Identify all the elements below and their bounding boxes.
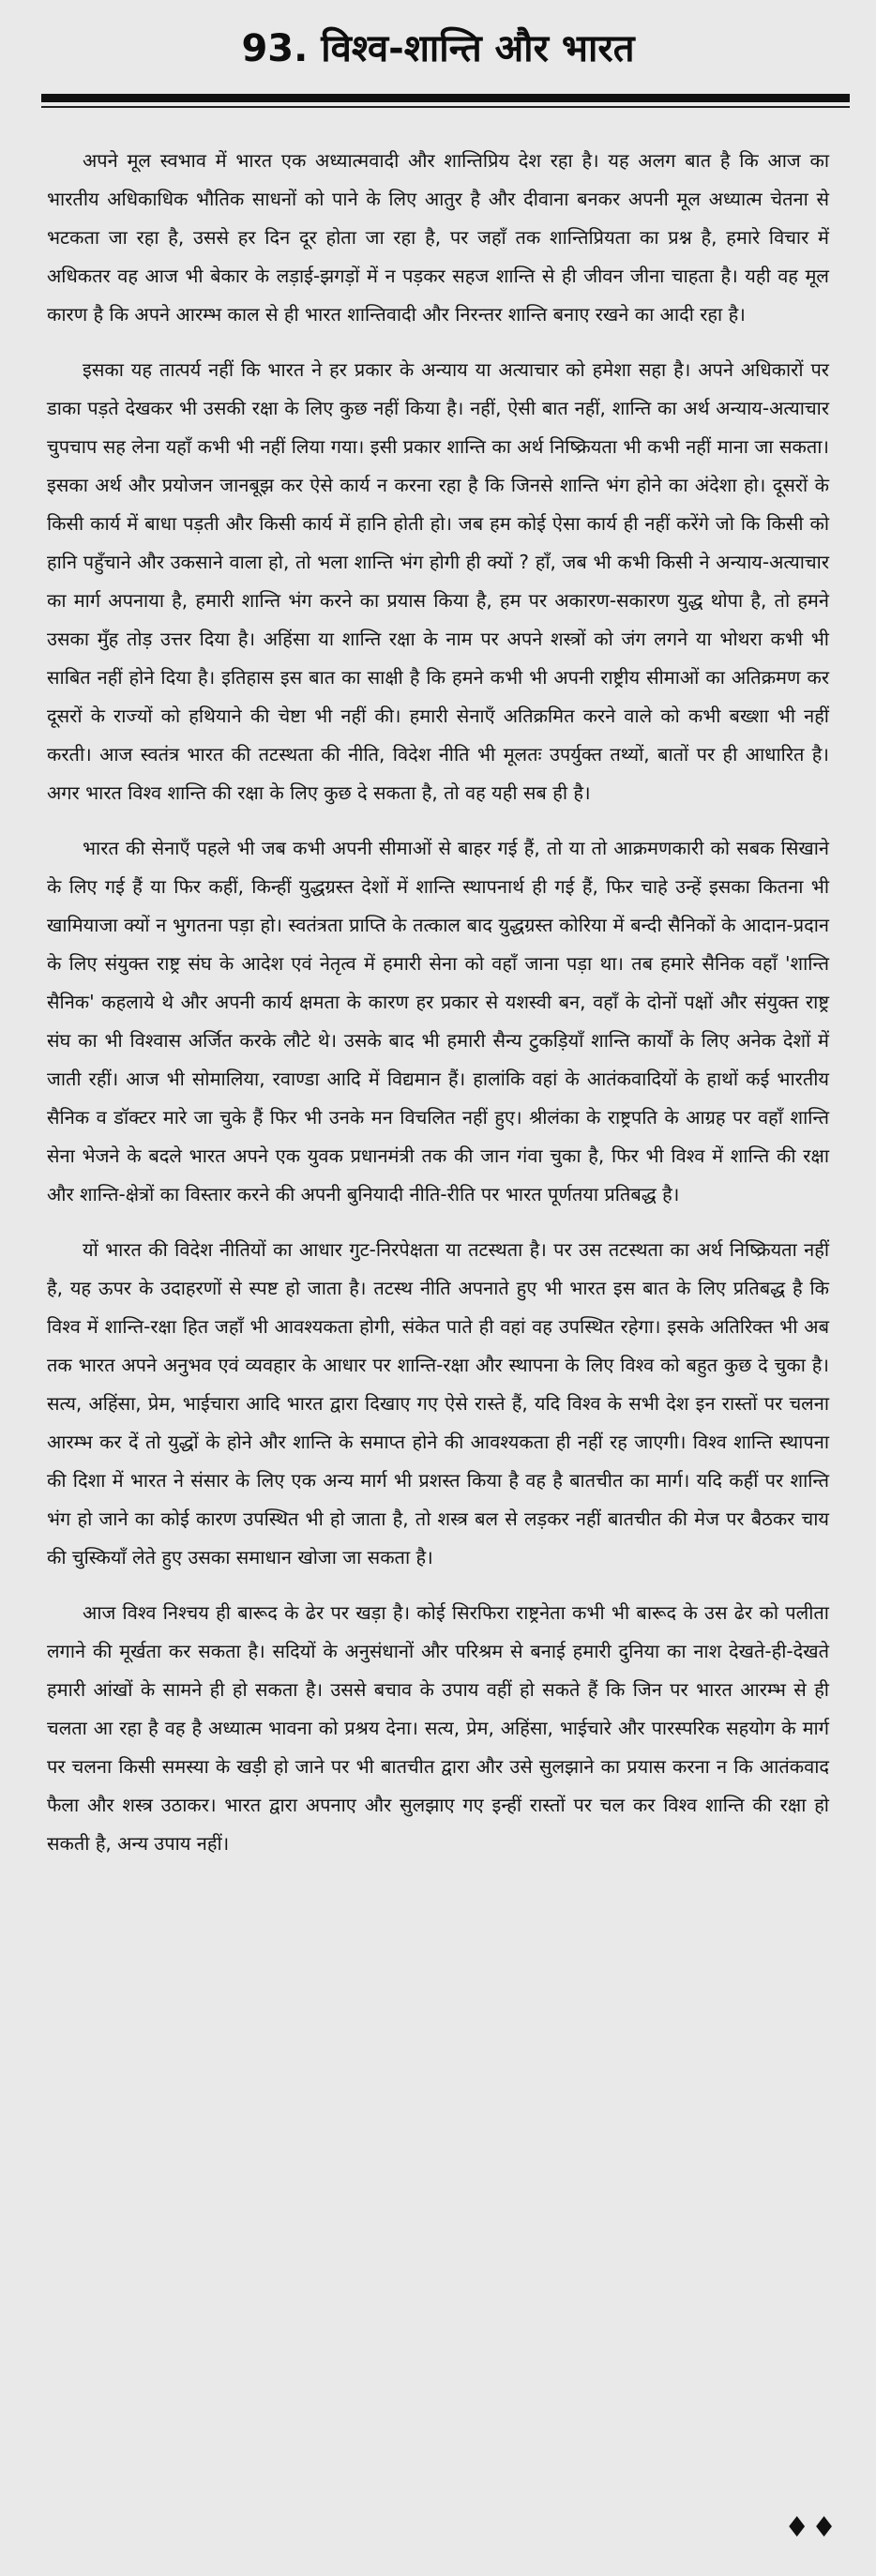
paragraph-1: अपने मूल स्वभाव में भारत एक अध्यात्मवादी और शान्तिप्रिय देश रहा है। यह अलग बात है कि आज का भारतीय अधिकाधिक भौतिक साधनों को पाने के लिए आतुर है और दीवाना बनकर अपनी मूल अध्यात्म चेतना से भटकता जा रहा है, उससे हर दिन दूर होता जा रहा है, पर जहाँ तक शान्तिप्रियता का प्रश्न है, हमारे विचार में अधिकतर वह आज भी बेकार के लड़ाई-झगड़ों में न पड़कर सहज शान्ति से ही जीवन जीना चाहता है। यही वह मूल कारण है कि अपने आरम्भ काल से ही भारत शान्तिवादी और निरन्तर शान्ति बनाए रखने का आदी रहा है। xyxy=(47,149,829,326)
paragraph-4: यों भारत की विदेश नीतियों का आधार गुट-निरपेक्षता या तटस्थता है। पर उस तटस्थता का अर्थ निष्क्रियता नहीं है, यह ऊपर के उदाहरणों से स्पष्ट हो जाता है। तटस्थ नीति अपनाते हुए भी भारत इस बात के लिए प्रतिबद्ध है कि विश्व में शान्ति-रक्षा हित जहाँ भी आवश्यकता होगी, संकेत पाते ही वहां वह उपस्थित रहेगा। इसके अतिरिक्त भी अब तक भारत अपने अनुभव एवं व्यवहार के आधार पर शान्ति-रक्षा और स्थापना के लिए विश्व को बहुत कुछ दे चुका है। सत्य, अहिंसा, प्रेम, भाईचारा आदि भारत द्वारा दिखाए गए ऐसे रास्ते हैं, यदि विश्व के सभी देश इन रास्तों पर चलना आरम्भ कर दें तो युद्धों के होने और शान्ति के समाप्त होने की आवश्यकता ही नहीं रह जाएगी। विश्व शान्ति स्थापना की दिशा में भारत ने संसार के लिए एक अन्य मार्ग भी प्रशस्त किया है वह है बातचीत का मार्ग। यदि कहीं पर शान्ति भंग हो जाने का कोई कारण उपस्थित भी हो जाता है, तो शस्त्र बल से लड़कर नहीं बातचीत की मेज पर बैठकर चाय की चुस्कियाँ लेते हुए उसका समाधान खोजा जा सकता है। xyxy=(47,1238,829,1568)
paragraph-2: इसका यह तात्पर्य नहीं कि भारत ने हर प्रकार के अन्याय या अत्याचार को हमेशा सहा है। अपने अधिकारों पर डाका पड़ते देखकर भी उसकी रक्षा के लिए कुछ नहीं किया है। नहीं, ऐसी बात नहीं, शान्ति का अर्थ अन्याय-अत्याचार चुपचाप सह लेना यहाँ कभी भी नहीं लिया गया। इसी प्रकार शान्ति का अर्थ निष्क्रियता भी कभी नहीं माना जा सकता। इसका अर्थ और प्रयोजन जानबूझ कर ऐसे कार्य न करना रहा है कि जिनसे शान्ति भंग होने का अंदेशा हो। दूसरों के किसी कार्य में बाधा पड़ती और किसी कार्य में हानि होती हो। जब हम कोई ऐसा कार्य ही नहीं करेंगे जो कि किसी को हानि पहुँचाने और उकसाने वाला हो, तो भला शान्ति भंग होगी ही क्यों ? हाँ, जब भी कभी किसी ने अन्याय-अत्याचार का मार्ग अपनाया है, हमारी शान्ति भंग करने का प्रयास किया है, हम पर अकारण-सकारण युद्ध थोपा है, तो हमने उसका मुँह तोड़ उत्तर दिया है। अहिंसा या शान्ति रक्षा के नाम पर अपने शस्त्रों को जंग लगने या भोथरा कभी भी साबित नहीं होने दिया है। इतिहास इस बात का साक्षी है कि हमने कभी भी अपनी राष्ट्रीय सीमाओं का अतिक्रमण कर दूसरों के राज्यों को हथियाने की चेष्टा भी नहीं की। हमारी सेनाएँ अतिक्रमित करने वाले को कभी बख्शा भी नहीं करती। आज स्वतंत्र भारत की तटस्थता की नीति, विदेश नीति भी मूलतः उपर्युक्त तथ्यों, बातों पर ही आधारित है। अगर भारत विश्व शान्ति की रक्षा के लिए कुछ दे सकता है, तो वह यही सब ही है। xyxy=(47,358,829,804)
page-title: 93. विश्व-शान्ति और भारत xyxy=(241,27,635,70)
title-rule-thick xyxy=(41,94,850,102)
paragraph-5: आज विश्व निश्चय ही बारूद के ढेर पर खड़ा है। कोई सिरफिरा राष्ट्रनेता कभी भी बारूद के उस ढेर को पलीता लगाने की मूर्खता कर सकता है। सदियों के अनुसंधानों और परिश्रम से बनाई हमारी दुनिया का नाश देखते-ही-देखते हमारी आंखों के सामने ही हो सकता है। उससे बचाव के उपाय वहीं हो सकते हैं कि जिन पर भारत आरम्भ से ही चलता आ रहा है वह है अध्यात्म भावना को प्रश्रय देना। सत्य, प्रेम, अहिंसा, भाईचारे और पारस्परिक सहयोग के मार्ग पर चलना किसी समस्या के खड़ी हो जाने पर भी बातचीत द्वारा और उसे सुलझाने का प्रयास करना न कि आतंकवाद फैला और शस्त्र उठाकर। भारत द्वारा अपनाए और सुलझाए गए इन्हीं रास्तों पर चल कर विश्व शान्ति की रक्षा हो सकती है, अन्य उपाय नहीं। xyxy=(47,1601,829,1855)
end-ornament: ♦♦ xyxy=(784,2511,838,2544)
paragraph-3: भारत की सेनाएँ पहले भी जब कभी अपनी सीमाओं से बाहर गई हैं, तो या तो आक्रमणकारी को सबक सिखाने के लिए गई हैं या फिर कहीं, किन्हीं युद्धग्रस्त देशों में शान्ति स्थापनार्थ ही गई हैं, फिर चाहे उन्हें इसका कितना भी खामियाजा क्यों न भुगतना पड़ा हो। स्वतंत्रता प्राप्ति के तत्काल बाद युद्धग्रस्त कोरिया में बन्दी सैनिकों के आदान-प्रदान के लिए संयुक्त राष्ट्र संघ के आदेश एवं नेतृत्व में हमारी सेना को वहाँ जाना पड़ा था। तब हमारे सैनिक वहाँ 'शान्ति सैनिक' कहलाये थे और अपनी कार्य क्षमता के कारण हर प्रकार से यशस्वी बन, वहाँ के दोनों पक्षों और संयुक्त राष्ट्र संघ का भी विश्वास अर्जित करके लौटे थे। उसके बाद भी हमारी सैन्य टुकड़ियाँ शान्ति कार्यों के लिए अनेक देशों में जाती रहीं। आज भी सोमालिया, रवाण्डा आदि में विद्यमान हैं। हालांकि वहां के आतंकवादियों के हाथों कई भारतीय सैनिक व डॉक्टर मारे जा चुके हैं फिर भी उनके मन विचलित नहीं हुए। श्रीलंका के राष्ट्रपति के आग्रह पर वहाँ शान्ति सेना भेजने के बदले भारत अपने एक युवक प्रधानमंत्री तक की जान गंवा चुका है, फिर भी विश्व में शान्ति की रक्षा और शान्ति-क्षेत्रों का विस्तार करने की अपनी बुनियादी नीति-रीति पर भारत पूर्णतया प्रतिबद्ध है। xyxy=(47,837,829,1205)
title-rule-thin xyxy=(41,106,850,108)
essay-body xyxy=(47,142,829,1863)
